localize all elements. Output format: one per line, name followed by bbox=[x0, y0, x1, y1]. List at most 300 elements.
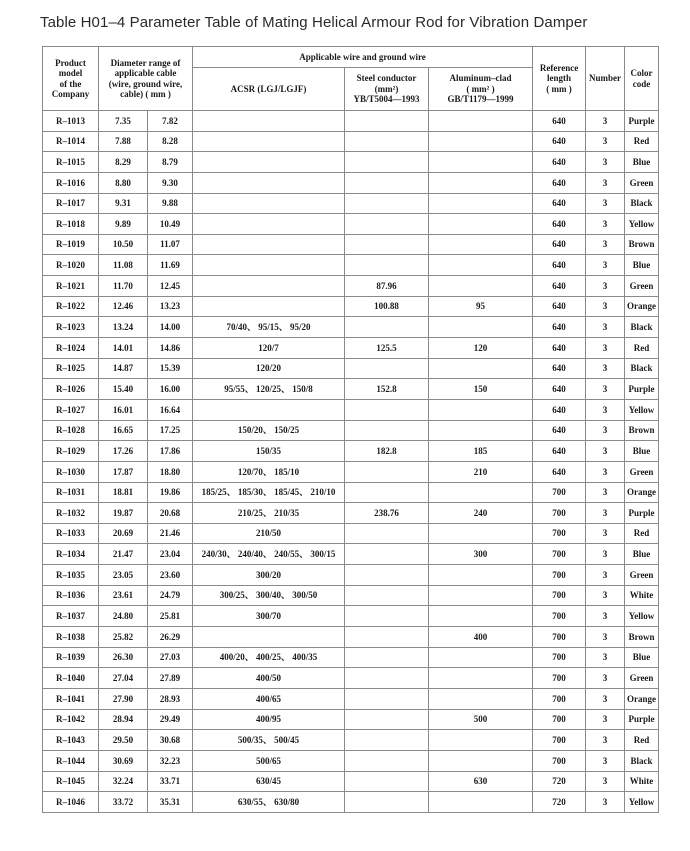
cell-number: 3 bbox=[586, 668, 625, 689]
cell-diameter-max: 17.86 bbox=[148, 441, 193, 462]
cell-aluminum-clad bbox=[429, 131, 533, 152]
cell-model: R–1033 bbox=[43, 523, 99, 544]
cell-model: R–1040 bbox=[43, 668, 99, 689]
cell-aluminum-clad bbox=[429, 358, 533, 379]
cell-number: 3 bbox=[586, 255, 625, 276]
cell-acsr bbox=[193, 111, 345, 132]
cell-steel-conductor bbox=[345, 668, 429, 689]
cell-number: 3 bbox=[586, 172, 625, 193]
cell-aluminum-clad: 630 bbox=[429, 771, 533, 792]
cell-model: R–1025 bbox=[43, 358, 99, 379]
cell-aluminum-clad bbox=[429, 152, 533, 173]
table-row bbox=[43, 461, 659, 482]
cell-acsr: 400/20、 400/25、 400/35 bbox=[193, 647, 345, 668]
cell-diameter-max: 23.04 bbox=[148, 544, 193, 565]
cell-acsr bbox=[193, 255, 345, 276]
table-row bbox=[43, 296, 659, 317]
cell-aluminum-clad bbox=[429, 317, 533, 338]
cell-model: R–1013 bbox=[43, 111, 99, 132]
cell-diameter-max: 35.31 bbox=[148, 792, 193, 813]
cell-number: 3 bbox=[586, 730, 625, 751]
cell-model: R–1021 bbox=[43, 276, 99, 297]
cell-steel-conductor bbox=[345, 152, 429, 173]
cell-reference-length: 640 bbox=[533, 131, 586, 152]
table-row bbox=[43, 688, 659, 709]
cell-acsr bbox=[193, 296, 345, 317]
cell-diameter-min: 14.01 bbox=[99, 338, 148, 359]
cell-model: R–1042 bbox=[43, 709, 99, 730]
cell-model: R–1024 bbox=[43, 338, 99, 359]
cell-model: R–1028 bbox=[43, 420, 99, 441]
cell-model: R–1036 bbox=[43, 585, 99, 606]
cell-acsr bbox=[193, 276, 345, 297]
cell-steel-conductor bbox=[345, 234, 429, 255]
cell-diameter-min: 21.47 bbox=[99, 544, 148, 565]
cell-model: R–1046 bbox=[43, 792, 99, 813]
table-row bbox=[43, 441, 659, 462]
cell-steel-conductor: 87.96 bbox=[345, 276, 429, 297]
cell-reference-length: 640 bbox=[533, 255, 586, 276]
cell-diameter-min: 17.87 bbox=[99, 461, 148, 482]
cell-color-code: Brown bbox=[625, 627, 659, 648]
cell-steel-conductor bbox=[345, 193, 429, 214]
cell-acsr bbox=[193, 152, 345, 173]
cell-reference-length: 700 bbox=[533, 482, 586, 503]
cell-acsr bbox=[193, 234, 345, 255]
cell-diameter-min: 7.35 bbox=[99, 111, 148, 132]
cell-model: R–1034 bbox=[43, 544, 99, 565]
cell-steel-conductor bbox=[345, 172, 429, 193]
cell-diameter-max: 27.89 bbox=[148, 668, 193, 689]
cell-color-code: Blue bbox=[625, 441, 659, 462]
header-reference-length: Reference length ( mm ) bbox=[533, 47, 586, 111]
header-aluminum-clad: Aluminum–clad ( mm² ) GB/T1179—1999 bbox=[429, 68, 533, 111]
cell-number: 3 bbox=[586, 523, 625, 544]
table-row bbox=[43, 214, 659, 235]
cell-color-code: Red bbox=[625, 523, 659, 544]
cell-color-code: Green bbox=[625, 172, 659, 193]
cell-diameter-max: 16.00 bbox=[148, 379, 193, 400]
cell-diameter-max: 23.60 bbox=[148, 565, 193, 586]
table-row bbox=[43, 792, 659, 813]
cell-color-code: Black bbox=[625, 193, 659, 214]
cell-number: 3 bbox=[586, 111, 625, 132]
cell-acsr: 95/55、 120/25、 150/8 bbox=[193, 379, 345, 400]
cell-color-code: Purple bbox=[625, 709, 659, 730]
cell-diameter-min: 10.50 bbox=[99, 234, 148, 255]
table-row bbox=[43, 399, 659, 420]
cell-diameter-max: 28.93 bbox=[148, 688, 193, 709]
cell-reference-length: 700 bbox=[533, 503, 586, 524]
cell-aluminum-clad bbox=[429, 234, 533, 255]
cell-number: 3 bbox=[586, 544, 625, 565]
cell-acsr: 150/35 bbox=[193, 441, 345, 462]
cell-steel-conductor bbox=[345, 565, 429, 586]
table-row bbox=[43, 111, 659, 132]
cell-aluminum-clad bbox=[429, 668, 533, 689]
cell-number: 3 bbox=[586, 338, 625, 359]
cell-number: 3 bbox=[586, 565, 625, 586]
cell-acsr: 210/50 bbox=[193, 523, 345, 544]
cell-steel-conductor bbox=[345, 317, 429, 338]
cell-aluminum-clad: 400 bbox=[429, 627, 533, 648]
table-body bbox=[43, 111, 659, 813]
cell-steel-conductor bbox=[345, 131, 429, 152]
table-row bbox=[43, 750, 659, 771]
cell-steel-conductor bbox=[345, 688, 429, 709]
table-row bbox=[43, 358, 659, 379]
cell-diameter-min: 26.30 bbox=[99, 647, 148, 668]
cell-diameter-min: 33.72 bbox=[99, 792, 148, 813]
cell-diameter-min: 29.50 bbox=[99, 730, 148, 751]
cell-diameter-max: 26.29 bbox=[148, 627, 193, 648]
cell-diameter-max: 15.39 bbox=[148, 358, 193, 379]
cell-color-code: Blue bbox=[625, 544, 659, 565]
cell-diameter-max: 20.68 bbox=[148, 503, 193, 524]
cell-diameter-max: 9.30 bbox=[148, 172, 193, 193]
cell-steel-conductor: 100.88 bbox=[345, 296, 429, 317]
cell-number: 3 bbox=[586, 503, 625, 524]
cell-number: 3 bbox=[586, 585, 625, 606]
cell-aluminum-clad: 500 bbox=[429, 709, 533, 730]
table-row bbox=[43, 503, 659, 524]
cell-steel-conductor bbox=[345, 255, 429, 276]
cell-acsr: 400/95 bbox=[193, 709, 345, 730]
cell-acsr: 500/35、 500/45 bbox=[193, 730, 345, 751]
cell-reference-length: 640 bbox=[533, 461, 586, 482]
cell-color-code: Blue bbox=[625, 255, 659, 276]
cell-color-code: Yellow bbox=[625, 399, 659, 420]
cell-color-code: Black bbox=[625, 750, 659, 771]
cell-reference-length: 640 bbox=[533, 276, 586, 297]
cell-color-code: Purple bbox=[625, 503, 659, 524]
cell-number: 3 bbox=[586, 379, 625, 400]
table-row bbox=[43, 152, 659, 173]
cell-diameter-max: 17.25 bbox=[148, 420, 193, 441]
cell-steel-conductor bbox=[345, 544, 429, 565]
cell-diameter-max: 29.49 bbox=[148, 709, 193, 730]
cell-model: R–1015 bbox=[43, 152, 99, 173]
cell-number: 3 bbox=[586, 152, 625, 173]
cell-color-code: Blue bbox=[625, 152, 659, 173]
cell-number: 3 bbox=[586, 214, 625, 235]
cell-number: 3 bbox=[586, 358, 625, 379]
cell-diameter-max: 11.07 bbox=[148, 234, 193, 255]
cell-reference-length: 640 bbox=[533, 399, 586, 420]
cell-aluminum-clad bbox=[429, 193, 533, 214]
cell-model: R–1043 bbox=[43, 730, 99, 751]
cell-number: 3 bbox=[586, 234, 625, 255]
cell-diameter-min: 15.40 bbox=[99, 379, 148, 400]
table-row bbox=[43, 338, 659, 359]
cell-reference-length: 640 bbox=[533, 420, 586, 441]
cell-aluminum-clad: 240 bbox=[429, 503, 533, 524]
cell-acsr bbox=[193, 399, 345, 420]
cell-diameter-max: 19.86 bbox=[148, 482, 193, 503]
table-row bbox=[43, 606, 659, 627]
cell-diameter-max: 30.68 bbox=[148, 730, 193, 751]
header-steel-conductor: Steel conductor (mm²) YB/T5004—1993 bbox=[345, 68, 429, 111]
cell-diameter-min: 19.87 bbox=[99, 503, 148, 524]
cell-diameter-min: 9.31 bbox=[99, 193, 148, 214]
cell-color-code: Purple bbox=[625, 379, 659, 400]
cell-number: 3 bbox=[586, 750, 625, 771]
cell-acsr: 630/55、 630/80 bbox=[193, 792, 345, 813]
cell-model: R–1017 bbox=[43, 193, 99, 214]
cell-color-code: Green bbox=[625, 565, 659, 586]
cell-aluminum-clad bbox=[429, 172, 533, 193]
cell-diameter-max: 12.45 bbox=[148, 276, 193, 297]
cell-number: 3 bbox=[586, 771, 625, 792]
table-row bbox=[43, 709, 659, 730]
cell-number: 3 bbox=[586, 461, 625, 482]
table-row bbox=[43, 482, 659, 503]
cell-reference-length: 640 bbox=[533, 111, 586, 132]
cell-reference-length: 700 bbox=[533, 647, 586, 668]
cell-reference-length: 720 bbox=[533, 792, 586, 813]
cell-diameter-max: 10.49 bbox=[148, 214, 193, 235]
cell-model: R–1022 bbox=[43, 296, 99, 317]
cell-aluminum-clad bbox=[429, 792, 533, 813]
cell-diameter-min: 8.80 bbox=[99, 172, 148, 193]
cell-diameter-min: 30.69 bbox=[99, 750, 148, 771]
table-row bbox=[43, 730, 659, 751]
cell-diameter-min: 32.24 bbox=[99, 771, 148, 792]
cell-number: 3 bbox=[586, 709, 625, 730]
cell-steel-conductor bbox=[345, 523, 429, 544]
cell-diameter-min: 28.94 bbox=[99, 709, 148, 730]
cell-reference-length: 640 bbox=[533, 379, 586, 400]
cell-acsr: 240/30、 240/40、 240/55、 300/15 bbox=[193, 544, 345, 565]
cell-model: R–1023 bbox=[43, 317, 99, 338]
page-title: Table H01–4 Parameter Table of Mating Helical Armour Rod for Vibration Damper bbox=[40, 14, 588, 31]
cell-diameter-max: 8.79 bbox=[148, 152, 193, 173]
cell-diameter-min: 16.65 bbox=[99, 420, 148, 441]
cell-number: 3 bbox=[586, 647, 625, 668]
cell-diameter-max: 13.23 bbox=[148, 296, 193, 317]
cell-diameter-max: 14.00 bbox=[148, 317, 193, 338]
header-number: Number bbox=[586, 47, 625, 111]
cell-steel-conductor bbox=[345, 606, 429, 627]
cell-steel-conductor bbox=[345, 627, 429, 648]
cell-color-code: Orange bbox=[625, 688, 659, 709]
cell-steel-conductor: 152.8 bbox=[345, 379, 429, 400]
table-row bbox=[43, 565, 659, 586]
cell-acsr: 300/25、 300/40、 300/50 bbox=[193, 585, 345, 606]
cell-color-code: White bbox=[625, 585, 659, 606]
cell-reference-length: 700 bbox=[533, 627, 586, 648]
cell-number: 3 bbox=[586, 627, 625, 648]
cell-diameter-max: 16.64 bbox=[148, 399, 193, 420]
cell-diameter-min: 7.88 bbox=[99, 131, 148, 152]
cell-color-code: Yellow bbox=[625, 792, 659, 813]
cell-reference-length: 640 bbox=[533, 296, 586, 317]
cell-diameter-min: 9.89 bbox=[99, 214, 148, 235]
cell-acsr bbox=[193, 193, 345, 214]
table-row bbox=[43, 276, 659, 297]
cell-color-code: Brown bbox=[625, 420, 659, 441]
cell-color-code: White bbox=[625, 771, 659, 792]
cell-model: R–1041 bbox=[43, 688, 99, 709]
cell-aluminum-clad bbox=[429, 750, 533, 771]
cell-aluminum-clad bbox=[429, 585, 533, 606]
cell-model: R–1032 bbox=[43, 503, 99, 524]
cell-aluminum-clad bbox=[429, 214, 533, 235]
cell-diameter-min: 18.81 bbox=[99, 482, 148, 503]
table-row bbox=[43, 379, 659, 400]
cell-diameter-max: 7.82 bbox=[148, 111, 193, 132]
cell-steel-conductor bbox=[345, 358, 429, 379]
cell-aluminum-clad bbox=[429, 276, 533, 297]
cell-diameter-min: 11.70 bbox=[99, 276, 148, 297]
cell-diameter-min: 17.26 bbox=[99, 441, 148, 462]
cell-diameter-min: 27.90 bbox=[99, 688, 148, 709]
cell-number: 3 bbox=[586, 420, 625, 441]
cell-model: R–1030 bbox=[43, 461, 99, 482]
cell-diameter-max: 32.23 bbox=[148, 750, 193, 771]
cell-model: R–1014 bbox=[43, 131, 99, 152]
cell-model: R–1031 bbox=[43, 482, 99, 503]
cell-reference-length: 700 bbox=[533, 750, 586, 771]
cell-reference-length: 700 bbox=[533, 709, 586, 730]
cell-reference-length: 640 bbox=[533, 214, 586, 235]
cell-reference-length: 640 bbox=[533, 441, 586, 462]
cell-model: R–1020 bbox=[43, 255, 99, 276]
cell-number: 3 bbox=[586, 792, 625, 813]
table-row bbox=[43, 627, 659, 648]
cell-acsr: 120/7 bbox=[193, 338, 345, 359]
cell-aluminum-clad: 120 bbox=[429, 338, 533, 359]
cell-acsr: 150/20、 150/25 bbox=[193, 420, 345, 441]
cell-reference-length: 700 bbox=[533, 565, 586, 586]
cell-number: 3 bbox=[586, 131, 625, 152]
cell-number: 3 bbox=[586, 482, 625, 503]
cell-reference-length: 640 bbox=[533, 172, 586, 193]
table-row bbox=[43, 420, 659, 441]
cell-aluminum-clad bbox=[429, 523, 533, 544]
header-product-model: Product model of the Company bbox=[43, 47, 99, 111]
cell-aluminum-clad bbox=[429, 399, 533, 420]
cell-reference-length: 640 bbox=[533, 317, 586, 338]
cell-diameter-max: 21.46 bbox=[148, 523, 193, 544]
cell-steel-conductor bbox=[345, 709, 429, 730]
cell-color-code: Purple bbox=[625, 111, 659, 132]
cell-diameter-min: 24.80 bbox=[99, 606, 148, 627]
cell-steel-conductor bbox=[345, 214, 429, 235]
cell-number: 3 bbox=[586, 317, 625, 338]
cell-steel-conductor bbox=[345, 111, 429, 132]
cell-steel-conductor bbox=[345, 750, 429, 771]
cell-acsr: 630/45 bbox=[193, 771, 345, 792]
cell-color-code: Orange bbox=[625, 296, 659, 317]
cell-reference-length: 700 bbox=[533, 544, 586, 565]
cell-aluminum-clad: 150 bbox=[429, 379, 533, 400]
cell-number: 3 bbox=[586, 688, 625, 709]
cell-acsr bbox=[193, 214, 345, 235]
cell-diameter-min: 8.29 bbox=[99, 152, 148, 173]
cell-acsr: 120/70、 185/10 bbox=[193, 461, 345, 482]
cell-model: R–1026 bbox=[43, 379, 99, 400]
cell-reference-length: 700 bbox=[533, 688, 586, 709]
cell-color-code: Yellow bbox=[625, 606, 659, 627]
cell-color-code: Red bbox=[625, 338, 659, 359]
cell-diameter-min: 27.04 bbox=[99, 668, 148, 689]
cell-diameter-max: 11.69 bbox=[148, 255, 193, 276]
cell-steel-conductor: 182.8 bbox=[345, 441, 429, 462]
cell-acsr: 120/20 bbox=[193, 358, 345, 379]
cell-color-code: Red bbox=[625, 730, 659, 751]
cell-steel-conductor bbox=[345, 585, 429, 606]
cell-reference-length: 700 bbox=[533, 730, 586, 751]
cell-aluminum-clad bbox=[429, 730, 533, 751]
cell-aluminum-clad: 210 bbox=[429, 461, 533, 482]
table-row bbox=[43, 647, 659, 668]
parameter-table bbox=[42, 46, 659, 813]
cell-reference-length: 700 bbox=[533, 606, 586, 627]
cell-steel-conductor bbox=[345, 482, 429, 503]
cell-diameter-min: 25.82 bbox=[99, 627, 148, 648]
cell-reference-length: 700 bbox=[533, 668, 586, 689]
cell-model: R–1029 bbox=[43, 441, 99, 462]
cell-acsr: 400/65 bbox=[193, 688, 345, 709]
cell-model: R–1038 bbox=[43, 627, 99, 648]
table-row bbox=[43, 317, 659, 338]
cell-aluminum-clad: 95 bbox=[429, 296, 533, 317]
cell-aluminum-clad bbox=[429, 647, 533, 668]
cell-diameter-max: 9.88 bbox=[148, 193, 193, 214]
cell-aluminum-clad: 300 bbox=[429, 544, 533, 565]
cell-color-code: Brown bbox=[625, 234, 659, 255]
cell-number: 3 bbox=[586, 193, 625, 214]
header-color-code: Color code bbox=[625, 47, 659, 111]
cell-diameter-min: 16.01 bbox=[99, 399, 148, 420]
cell-aluminum-clad bbox=[429, 565, 533, 586]
cell-steel-conductor bbox=[345, 399, 429, 420]
cell-diameter-max: 24.79 bbox=[148, 585, 193, 606]
cell-color-code: Green bbox=[625, 276, 659, 297]
cell-acsr: 185/25、 185/30、 185/45、 210/10 bbox=[193, 482, 345, 503]
cell-model: R–1039 bbox=[43, 647, 99, 668]
cell-diameter-max: 18.80 bbox=[148, 461, 193, 482]
cell-reference-length: 720 bbox=[533, 771, 586, 792]
cell-aluminum-clad bbox=[429, 420, 533, 441]
cell-aluminum-clad: 185 bbox=[429, 441, 533, 462]
cell-diameter-max: 33.71 bbox=[148, 771, 193, 792]
cell-reference-length: 640 bbox=[533, 193, 586, 214]
cell-diameter-max: 25.81 bbox=[148, 606, 193, 627]
cell-number: 3 bbox=[586, 296, 625, 317]
cell-model: R–1016 bbox=[43, 172, 99, 193]
cell-acsr bbox=[193, 627, 345, 648]
cell-color-code: Green bbox=[625, 668, 659, 689]
cell-acsr bbox=[193, 172, 345, 193]
cell-acsr: 400/50 bbox=[193, 668, 345, 689]
cell-aluminum-clad bbox=[429, 482, 533, 503]
cell-steel-conductor: 125.5 bbox=[345, 338, 429, 359]
cell-diameter-min: 23.05 bbox=[99, 565, 148, 586]
cell-steel-conductor bbox=[345, 420, 429, 441]
cell-number: 3 bbox=[586, 276, 625, 297]
cell-steel-conductor: 238.76 bbox=[345, 503, 429, 524]
cell-number: 3 bbox=[586, 399, 625, 420]
cell-diameter-max: 8.28 bbox=[148, 131, 193, 152]
cell-diameter-min: 23.61 bbox=[99, 585, 148, 606]
cell-steel-conductor bbox=[345, 730, 429, 751]
header-acsr: ACSR (LGJ/LGJF) bbox=[193, 68, 345, 111]
cell-model: R–1044 bbox=[43, 750, 99, 771]
cell-number: 3 bbox=[586, 606, 625, 627]
cell-model: R–1027 bbox=[43, 399, 99, 420]
